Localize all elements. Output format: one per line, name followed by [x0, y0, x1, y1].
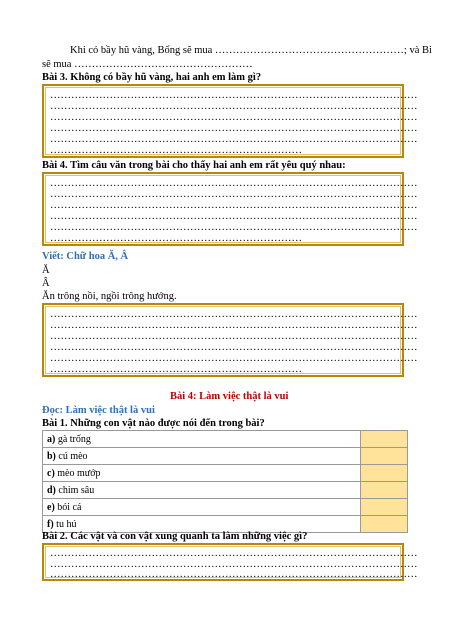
answer-line: …………………………………………………………………………………………… — [50, 189, 418, 200]
bai3-answer-box[interactable] — [42, 84, 418, 158]
practice-phrase: Ăn trông nồi, ngồi trông hướng. — [42, 291, 177, 302]
answer-line: …………………………………………………………………………………………… — [50, 559, 418, 570]
letter-a-circumflex: Â — [42, 278, 50, 289]
letter-a-breve: Ă — [42, 265, 50, 276]
table-row — [43, 431, 408, 448]
table-row — [43, 448, 408, 465]
answer-line: …………………………………………………………………………………………… — [50, 211, 418, 222]
table-row — [43, 482, 408, 499]
answer-line: …………………………………………………………………………………………… — [50, 331, 418, 342]
intro-line-1: Khi có bầy hũ vàng, Bống sẽ mua ………………………………………………; và Bi — [70, 45, 432, 56]
q1-question: Bài 1. Những con vật nào được nói đến trong bài? — [42, 418, 265, 429]
answer-cell[interactable] — [361, 499, 408, 516]
answer-cell[interactable] — [361, 465, 408, 482]
answer-line: …………………………………………………………………………………………… — [50, 123, 418, 134]
answer-line: …………………………………………………………………………………………… — [50, 548, 418, 559]
viet-writing-box[interactable] — [42, 303, 418, 377]
answer-cell[interactable] — [361, 516, 408, 533]
answer-line: …………………………………………………………………………………………… — [50, 320, 418, 331]
answer-line: ……………………………………………………………… — [50, 145, 302, 156]
answer-cell[interactable] — [361, 482, 408, 499]
option-label: a) gà trống — [43, 431, 361, 448]
answer-line: …………………………………………………………………………………………… — [50, 101, 418, 112]
answer-cell[interactable] — [361, 431, 408, 448]
answer-line: …………………………………………………………………………………………… — [50, 200, 418, 211]
answer-line: …………………………………………………………………………………………… — [50, 112, 418, 123]
lesson-title: Bài 4: Làm việc thật là vui — [170, 391, 289, 402]
q2-question: Bài 2. Các vật và con vật xung quanh ta làm những việc gì? — [42, 531, 308, 542]
table-row — [43, 499, 408, 516]
option-label: b) cú mèo — [43, 448, 361, 465]
reading-heading: Đọc: Làm việc thật là vui — [42, 405, 155, 416]
q2-answer-box[interactable] — [42, 543, 418, 581]
answer-cell[interactable] — [361, 448, 408, 465]
answer-line: ……………………………………………………………… — [50, 233, 302, 244]
answer-line: ……………………………………………………………… — [50, 364, 302, 375]
intro-line-2: sẽ mua …………………………………………… — [42, 59, 253, 70]
answer-line: …………………………………………………………………………………………… — [50, 178, 418, 189]
answer-line: …………………………………………………………………………………………… — [50, 90, 418, 101]
option-label: c) mèo mướp — [43, 465, 361, 482]
bai3-question: Bài 3. Không có bầy hũ vàng, hai anh em làm gì? — [42, 72, 262, 83]
answer-line: …………………………………………………………………………………………… — [50, 309, 418, 320]
answer-line: …………………………………………………………………………………………… — [50, 353, 418, 364]
answer-line: …………………………………………………………………………………………… — [50, 342, 418, 353]
answer-line: …………………………………………………………………………………………… — [50, 222, 418, 233]
answer-line: …………………………………………………………………………………………… — [50, 134, 418, 145]
answer-line: …………………………………………………………………………………………… — [50, 569, 418, 580]
options-table — [42, 430, 408, 533]
viet-heading: Viết: Chữ hoa Ă, Â — [42, 251, 129, 262]
option-label: f) tu hú — [43, 516, 361, 533]
bai4-answer-box[interactable] — [42, 172, 418, 246]
option-label: d) chim sâu — [43, 482, 361, 499]
bai4-question: Bài 4. Tìm câu văn trong bài cho thấy hai anh em rất yêu quý nhau: — [42, 160, 346, 171]
table-row — [43, 465, 408, 482]
option-label: e) bói cá — [43, 499, 361, 516]
